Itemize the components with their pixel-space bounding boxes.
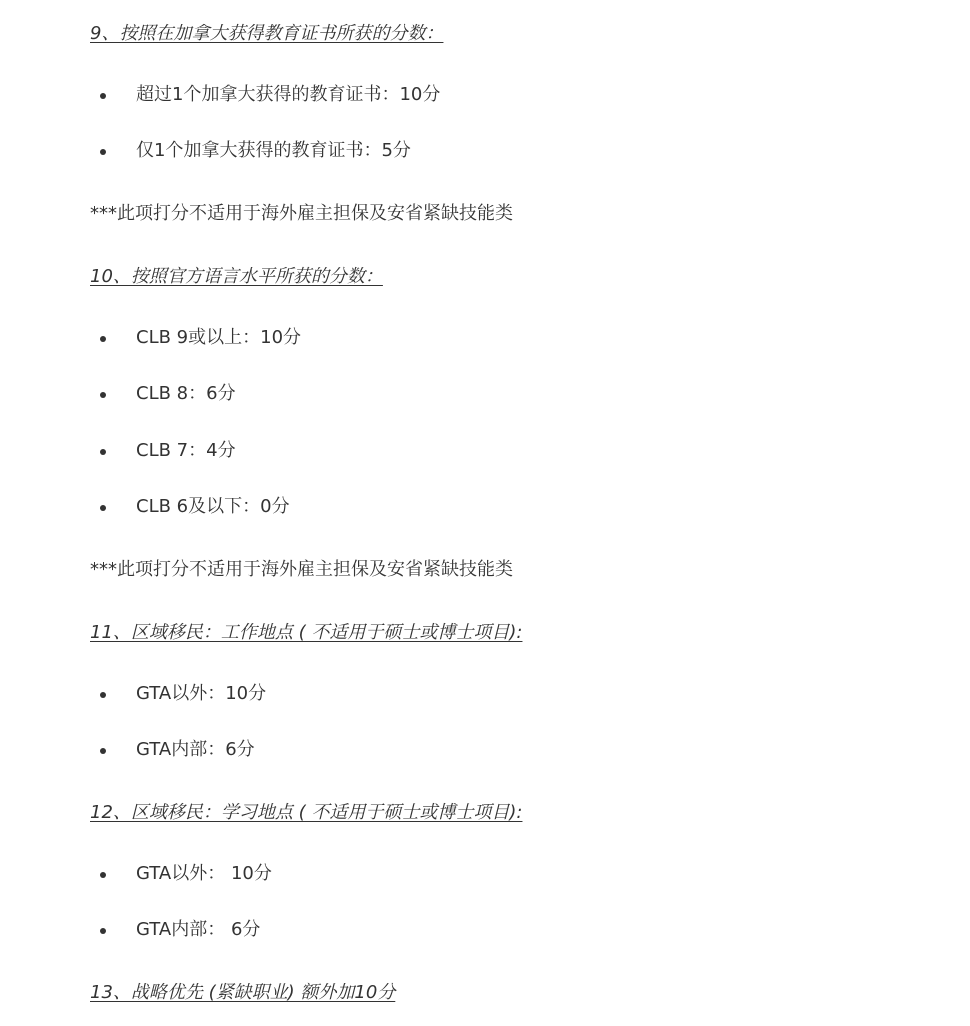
list-item-text: GTA以外：10分	[136, 683, 267, 704]
list-item	[118, 862, 272, 886]
section-heading-10: 10、按照官方语言水平所获的分数：	[90, 266, 383, 287]
section-heading-12: 12、区域移民：学习地点 ( 不适用于硕士或博士项目):	[90, 802, 523, 823]
list-item	[118, 495, 290, 519]
list-item	[118, 682, 266, 706]
list-item-text: CLB 6及以下：0分	[136, 496, 290, 517]
section-note: ***此项打分不适用于海外雇主担保及安省紧缺技能类	[90, 203, 513, 224]
section-heading-9: 9、按照在加拿大获得教育证书所获的分数：	[90, 23, 444, 44]
list-item-text: GTA内部：6分	[136, 739, 255, 760]
list-item-text: 超过1个加拿大获得的教育证书：10分	[136, 84, 441, 105]
list-item	[118, 738, 255, 762]
section-heading-13: 13、战略优先 (紧缺职业) 额外加10分	[90, 982, 396, 1003]
section-heading-11: 11、区域移民：工作地点 ( 不适用于硕士或博士项目):	[90, 622, 523, 643]
list-item-text: CLB 7：4分	[136, 440, 236, 461]
list-item	[118, 439, 236, 463]
list-item	[118, 326, 301, 350]
list-item-text: CLB 9或以上：10分	[136, 327, 302, 348]
section-note: ***此项打分不适用于海外雇主担保及安省紧缺技能类	[90, 559, 513, 580]
list-item	[118, 918, 260, 942]
list-item	[118, 382, 236, 406]
list-item-text: CLB 8：6分	[136, 383, 236, 404]
list-item-text: GTA以外： 10分	[136, 863, 272, 884]
list-item-text: GTA内部： 6分	[136, 919, 261, 940]
list-item-text: 仅1个加拿大获得的教育证书：5分	[136, 140, 411, 161]
list-item	[118, 83, 440, 107]
list-item	[118, 139, 411, 163]
